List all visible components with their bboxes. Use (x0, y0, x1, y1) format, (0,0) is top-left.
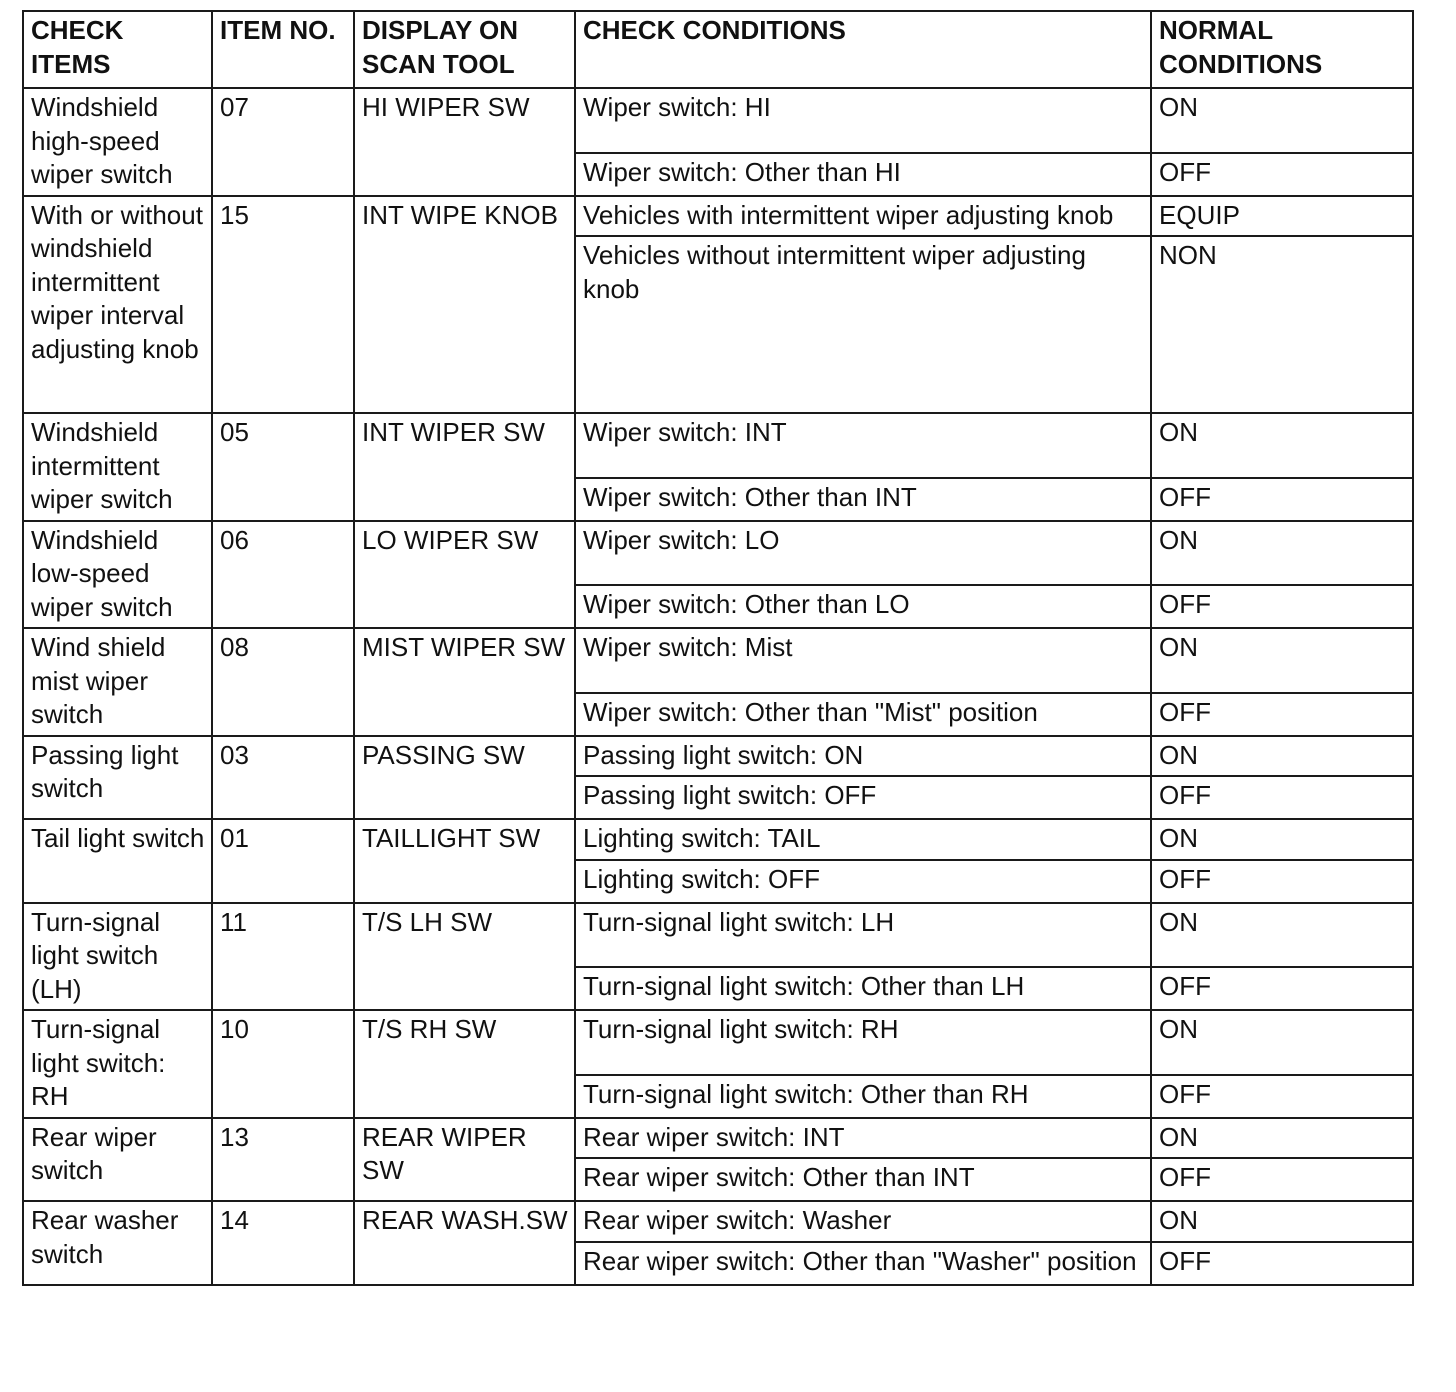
check-item-cell: Tail light switch (23, 819, 212, 903)
header-display-on-scan-tool: DISPLAY ON SCAN TOOL (354, 11, 575, 88)
check-condition-cell: Rear wiper switch: Other than INT (575, 1158, 1151, 1201)
scan-tool-display-cell: TAILLIGHT SW (354, 819, 575, 903)
normal-condition-cell: ON (1151, 1118, 1413, 1159)
normal-condition-cell: EQUIP (1151, 196, 1413, 237)
table-row (23, 1201, 1413, 1242)
check-condition-cell: Turn-signal light switch: Other than LH (575, 967, 1151, 1010)
normal-condition-cell: ON (1151, 819, 1413, 860)
check-condition-cell: Wiper switch: Other than LO (575, 585, 1151, 628)
normal-condition-cell: OFF (1151, 153, 1413, 196)
check-condition-cell: Vehicles with intermittent wiper adjusting knob (575, 196, 1151, 237)
check-condition-cell: Wiper switch: LO (575, 521, 1151, 586)
check-condition-cell: Rear wiper switch: Other than "Washer" position (575, 1242, 1151, 1285)
scan-tool-display-cell: T/S RH SW (354, 1010, 575, 1118)
check-condition-cell: Turn-signal light switch: Other than RH (575, 1075, 1151, 1118)
check-condition-cell: Passing light switch: ON (575, 736, 1151, 777)
scan-tool-display-cell: REAR WIPER SW (354, 1118, 575, 1202)
check-condition-cell: Rear wiper switch: Washer (575, 1201, 1151, 1242)
check-condition-cell: Wiper switch: Other than HI (575, 153, 1151, 196)
item-no-cell: 07 (212, 88, 354, 196)
check-item-cell: Passing light switch (23, 736, 212, 820)
normal-condition-cell: OFF (1151, 1158, 1413, 1201)
normal-condition-cell: NON (1151, 236, 1413, 413)
check-condition-cell: Turn-signal light switch: LH (575, 903, 1151, 968)
table-body (23, 88, 1413, 1285)
check-item-cell: Wind shield mist wiper switch (23, 628, 212, 736)
item-no-cell: 03 (212, 736, 354, 820)
check-item-cell: With or without windshield intermittent wiper interval adjusting knob (23, 196, 212, 414)
table-row (23, 1010, 1413, 1075)
normal-condition-cell: OFF (1151, 693, 1413, 736)
header-item-no: ITEM NO. (212, 11, 354, 88)
normal-condition-cell: OFF (1151, 860, 1413, 903)
table-row (23, 819, 1413, 860)
check-item-cell: Turn-signal light switch (LH) (23, 903, 212, 1011)
item-no-cell: 14 (212, 1201, 354, 1285)
check-condition-cell: Passing light switch: OFF (575, 776, 1151, 819)
check-condition-cell: Wiper switch: Other than INT (575, 478, 1151, 521)
table-row (23, 628, 1413, 693)
check-items-table (22, 10, 1414, 1286)
normal-condition-cell: OFF (1151, 478, 1413, 521)
table-row (23, 521, 1413, 586)
normal-condition-cell: ON (1151, 1010, 1413, 1075)
scan-tool-display-cell: REAR WASH.SW (354, 1201, 575, 1285)
check-condition-cell: Lighting switch: TAIL (575, 819, 1151, 860)
check-condition-cell: Rear wiper switch: INT (575, 1118, 1151, 1159)
item-no-cell: 13 (212, 1118, 354, 1202)
item-no-cell: 15 (212, 196, 354, 414)
normal-condition-cell: OFF (1151, 1075, 1413, 1118)
check-condition-cell: Wiper switch: HI (575, 88, 1151, 153)
table-row (23, 413, 1413, 478)
item-no-cell: 05 (212, 413, 354, 521)
check-condition-cell: Wiper switch: INT (575, 413, 1151, 478)
scan-tool-display-cell: LO WIPER SW (354, 521, 575, 629)
scan-tool-display-cell: HI WIPER SW (354, 88, 575, 196)
check-item-cell: Turn-signal light switch: RH (23, 1010, 212, 1118)
header-check-items: CHECK ITEMS (23, 11, 212, 88)
check-condition-cell: Wiper switch: Mist (575, 628, 1151, 693)
scan-tool-display-cell: INT WIPER SW (354, 413, 575, 521)
check-item-cell: Windshield high-speed wiper switch (23, 88, 212, 196)
normal-condition-cell: OFF (1151, 967, 1413, 1010)
item-no-cell: 08 (212, 628, 354, 736)
scan-tool-display-cell: INT WIPE KNOB (354, 196, 575, 414)
table-row (23, 88, 1413, 153)
check-item-cell: Windshield low-speed wiper switch (23, 521, 212, 629)
item-no-cell: 06 (212, 521, 354, 629)
scan-tool-display-cell: T/S LH SW (354, 903, 575, 1011)
normal-condition-cell: ON (1151, 1201, 1413, 1242)
normal-condition-cell: ON (1151, 736, 1413, 777)
normal-condition-cell: OFF (1151, 1242, 1413, 1285)
header-row (23, 11, 1413, 88)
check-item-cell: Rear wiper switch (23, 1118, 212, 1202)
check-item-cell: Windshield intermittent wiper switch (23, 413, 212, 521)
normal-condition-cell: ON (1151, 413, 1413, 478)
check-condition-cell: Vehicles without intermittent wiper adjusting knob (575, 236, 1151, 413)
check-condition-cell: Wiper switch: Other than "Mist" position (575, 693, 1151, 736)
table-row (23, 903, 1413, 968)
table-row (23, 196, 1413, 237)
check-condition-cell: Turn-signal light switch: RH (575, 1010, 1151, 1075)
header-normal-conditions: NORMAL CONDITIONS (1151, 11, 1413, 88)
normal-condition-cell: ON (1151, 903, 1413, 968)
check-condition-cell: Lighting switch: OFF (575, 860, 1151, 903)
normal-condition-cell: ON (1151, 521, 1413, 586)
table-row (23, 736, 1413, 777)
item-no-cell: 11 (212, 903, 354, 1011)
scan-tool-display-cell: MIST WIPER SW (354, 628, 575, 736)
normal-condition-cell: ON (1151, 628, 1413, 693)
header-check-conditions: CHECK CONDITIONS (575, 11, 1151, 88)
scan-tool-display-cell: PASSING SW (354, 736, 575, 820)
normal-condition-cell: ON (1151, 88, 1413, 153)
check-item-cell: Rear washer switch (23, 1201, 212, 1285)
normal-condition-cell: OFF (1151, 585, 1413, 628)
table-row (23, 1118, 1413, 1159)
normal-condition-cell: OFF (1151, 776, 1413, 819)
item-no-cell: 01 (212, 819, 354, 903)
item-no-cell: 10 (212, 1010, 354, 1118)
